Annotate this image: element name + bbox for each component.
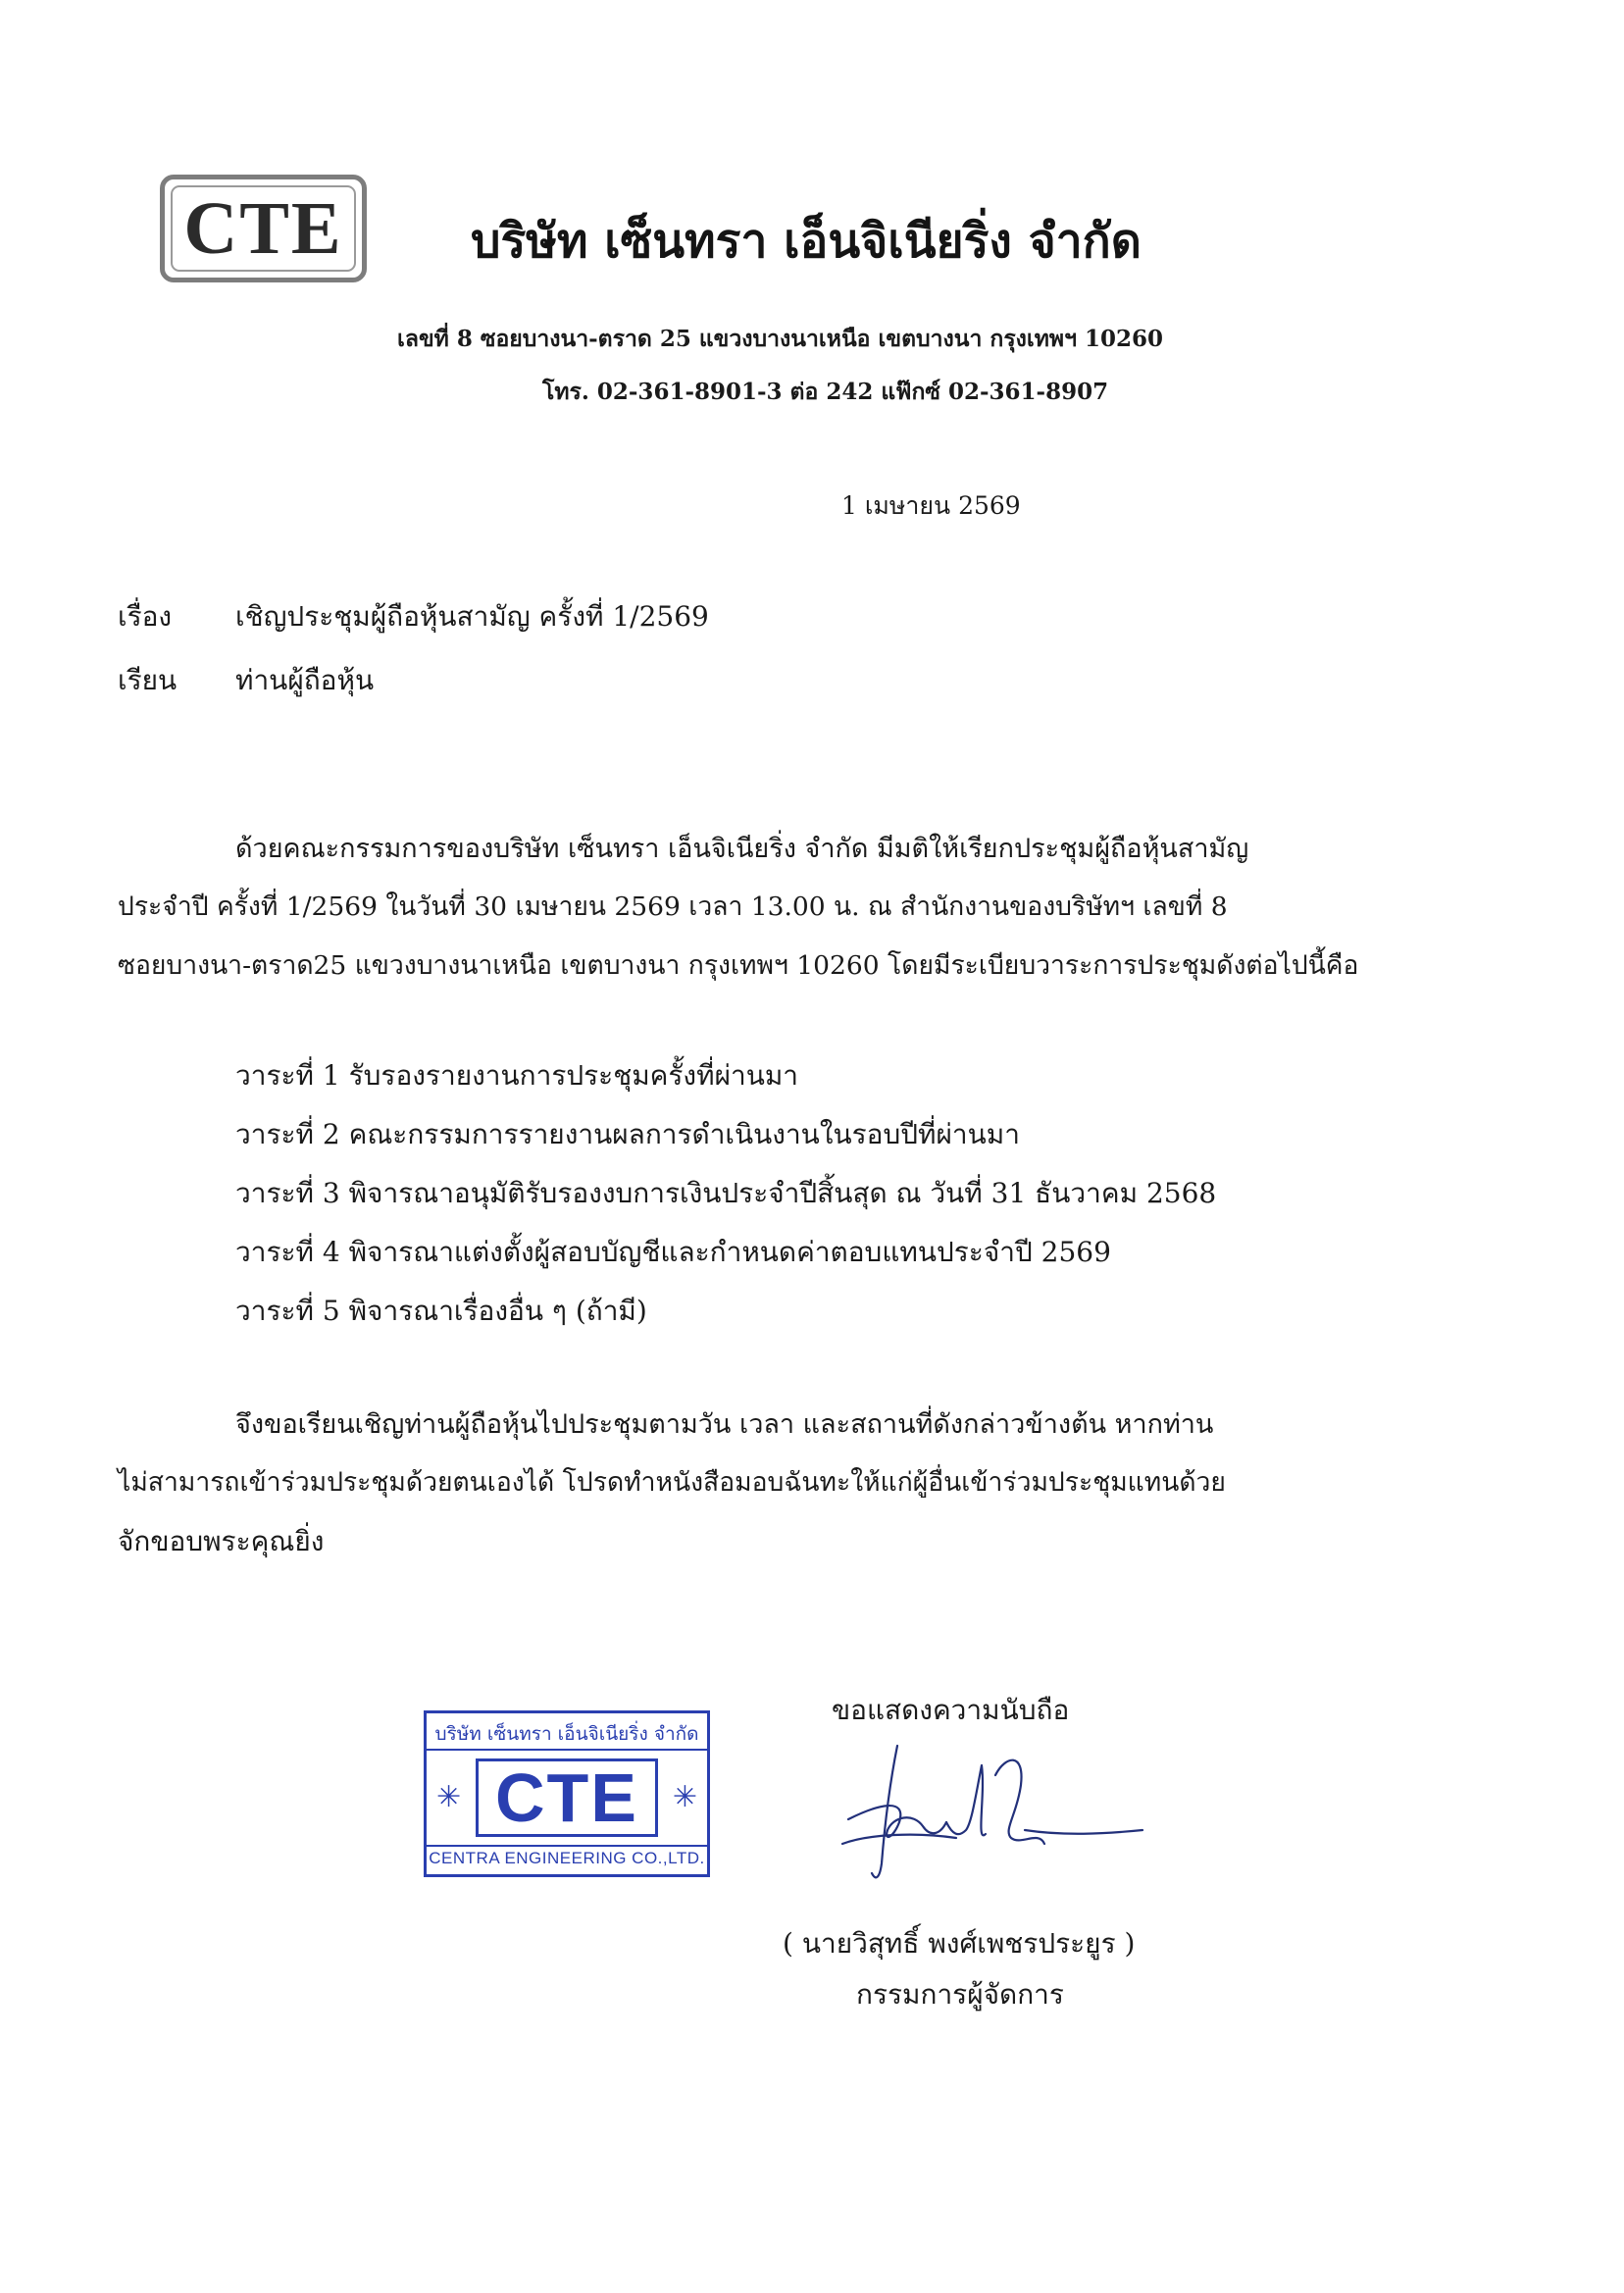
subject-text: เชิญประชุมผู้ถือหุ้นสามัญ ครั้งที่ 1/2569 xyxy=(235,600,709,633)
agenda-item: วาระที่ 3 พิจารณาอนุมัติรับรองงบการเงินประจำปีสิ้นสุด ณ วันที่ 31 ธันวาคม 2568 xyxy=(235,1177,1217,1209)
stamp-company-english: CENTRA ENGINEERING CO.,LTD. xyxy=(429,1849,705,1867)
logo-text: CTE xyxy=(171,185,356,272)
stamp-logo-band xyxy=(427,1749,707,1847)
company-stamp xyxy=(424,1710,710,1877)
closing-line: ไม่สามารถเข้าร่วมประชุมด้วยตนเองได้ โปรดทำหนังสือมอบฉันทะให้แก่ผู้อื่นเข้าร่วมประชุมแทนด้วย xyxy=(118,1467,1226,1498)
intro-line: ด้วยคณะกรรมการของบริษัท เซ็นทรา เอ็นจิเนียริ่ง จำกัด มีมติให้เรียกประชุมผู้ถือหุ้นสามัญ xyxy=(235,834,1249,864)
recipient-label: เรียน xyxy=(118,664,178,696)
closing-line: จักขอบพระคุณยิ่ง xyxy=(118,1525,325,1557)
company-contact: โทร. 02-361-8901-3 ต่อ 242 แฟ๊กซ์ 02-361-8907 xyxy=(542,379,1109,405)
letter-date: 1 เมษายน 2569 xyxy=(841,491,1021,520)
closing-line: จึงขอเรียนเชิญท่านผู้ถือหุ้นไปประชุมตามวัน เวลา และสถานที่ดังกล่าวข้างต้น หากท่าน xyxy=(235,1409,1214,1440)
signer-name: ( นายวิสุทธิ์ พงศ์เพชรประยูร ) xyxy=(783,1927,1136,1960)
agenda-item: วาระที่ 4 พิจารณาแต่งตั้งผู้สอบบัญชีและกำหนดค่าตอบแทนประจำปี 2569 xyxy=(235,1236,1111,1268)
stamp-company-thai: บริษัท เซ็นทรา เอ็นจิเนียริ่ง จำกัด xyxy=(434,1723,699,1745)
closing-salutation: ขอแสดงความนับถือ xyxy=(832,1694,1070,1726)
signer-title: กรรมการผู้จัดการ xyxy=(856,1978,1064,2011)
intro-line: ประจำปี ครั้งที่ 1/2569 ในวันที่ 30 เมษายน 2569 เวลา 13.00 น. ณ สำนักงานของบริษัทฯ เลขที่ 8 xyxy=(118,892,1228,922)
handwritten-signature xyxy=(829,1736,1152,1883)
company-logo xyxy=(160,175,367,282)
stamp-star-icon: ✳ xyxy=(672,1780,697,1814)
agenda-item: วาระที่ 1 รับรองรายงานการประชุมครั้งที่ผ่านมา xyxy=(235,1059,799,1092)
subject-label: เรื่อง xyxy=(118,600,173,633)
agenda-item: วาระที่ 5 พิจารณาเรื่องอื่น ๆ (ถ้ามี) xyxy=(235,1295,647,1327)
agenda-item: วาระที่ 2 คณะกรรมการรายงานผลการดำเนินงานในรอบปีที่ผ่านมา xyxy=(235,1118,1020,1150)
company-name: บริษัท เซ็นทรา เอ็นจิเนียริ่ง จำกัด xyxy=(471,214,1142,269)
recipient-text: ท่านผู้ถือหุ้น xyxy=(235,664,375,696)
stamp-star-icon: ✳ xyxy=(436,1780,462,1814)
stamp-logo: CTE xyxy=(476,1758,658,1837)
company-address: เลขที่ 8 ซอยบางนา-ตราด 25 แขวงบางนาเหนือ เขตบางนา กรุงเทพฯ 10260 xyxy=(397,326,1164,352)
intro-line: ซอยบางนา-ตราด25 แขวงบางนาเหนือ เขตบางนา กรุงเทพฯ 10260 โดยมีระเบียบวาระการประชุมดังต่อไปนี้คือ xyxy=(118,950,1359,981)
